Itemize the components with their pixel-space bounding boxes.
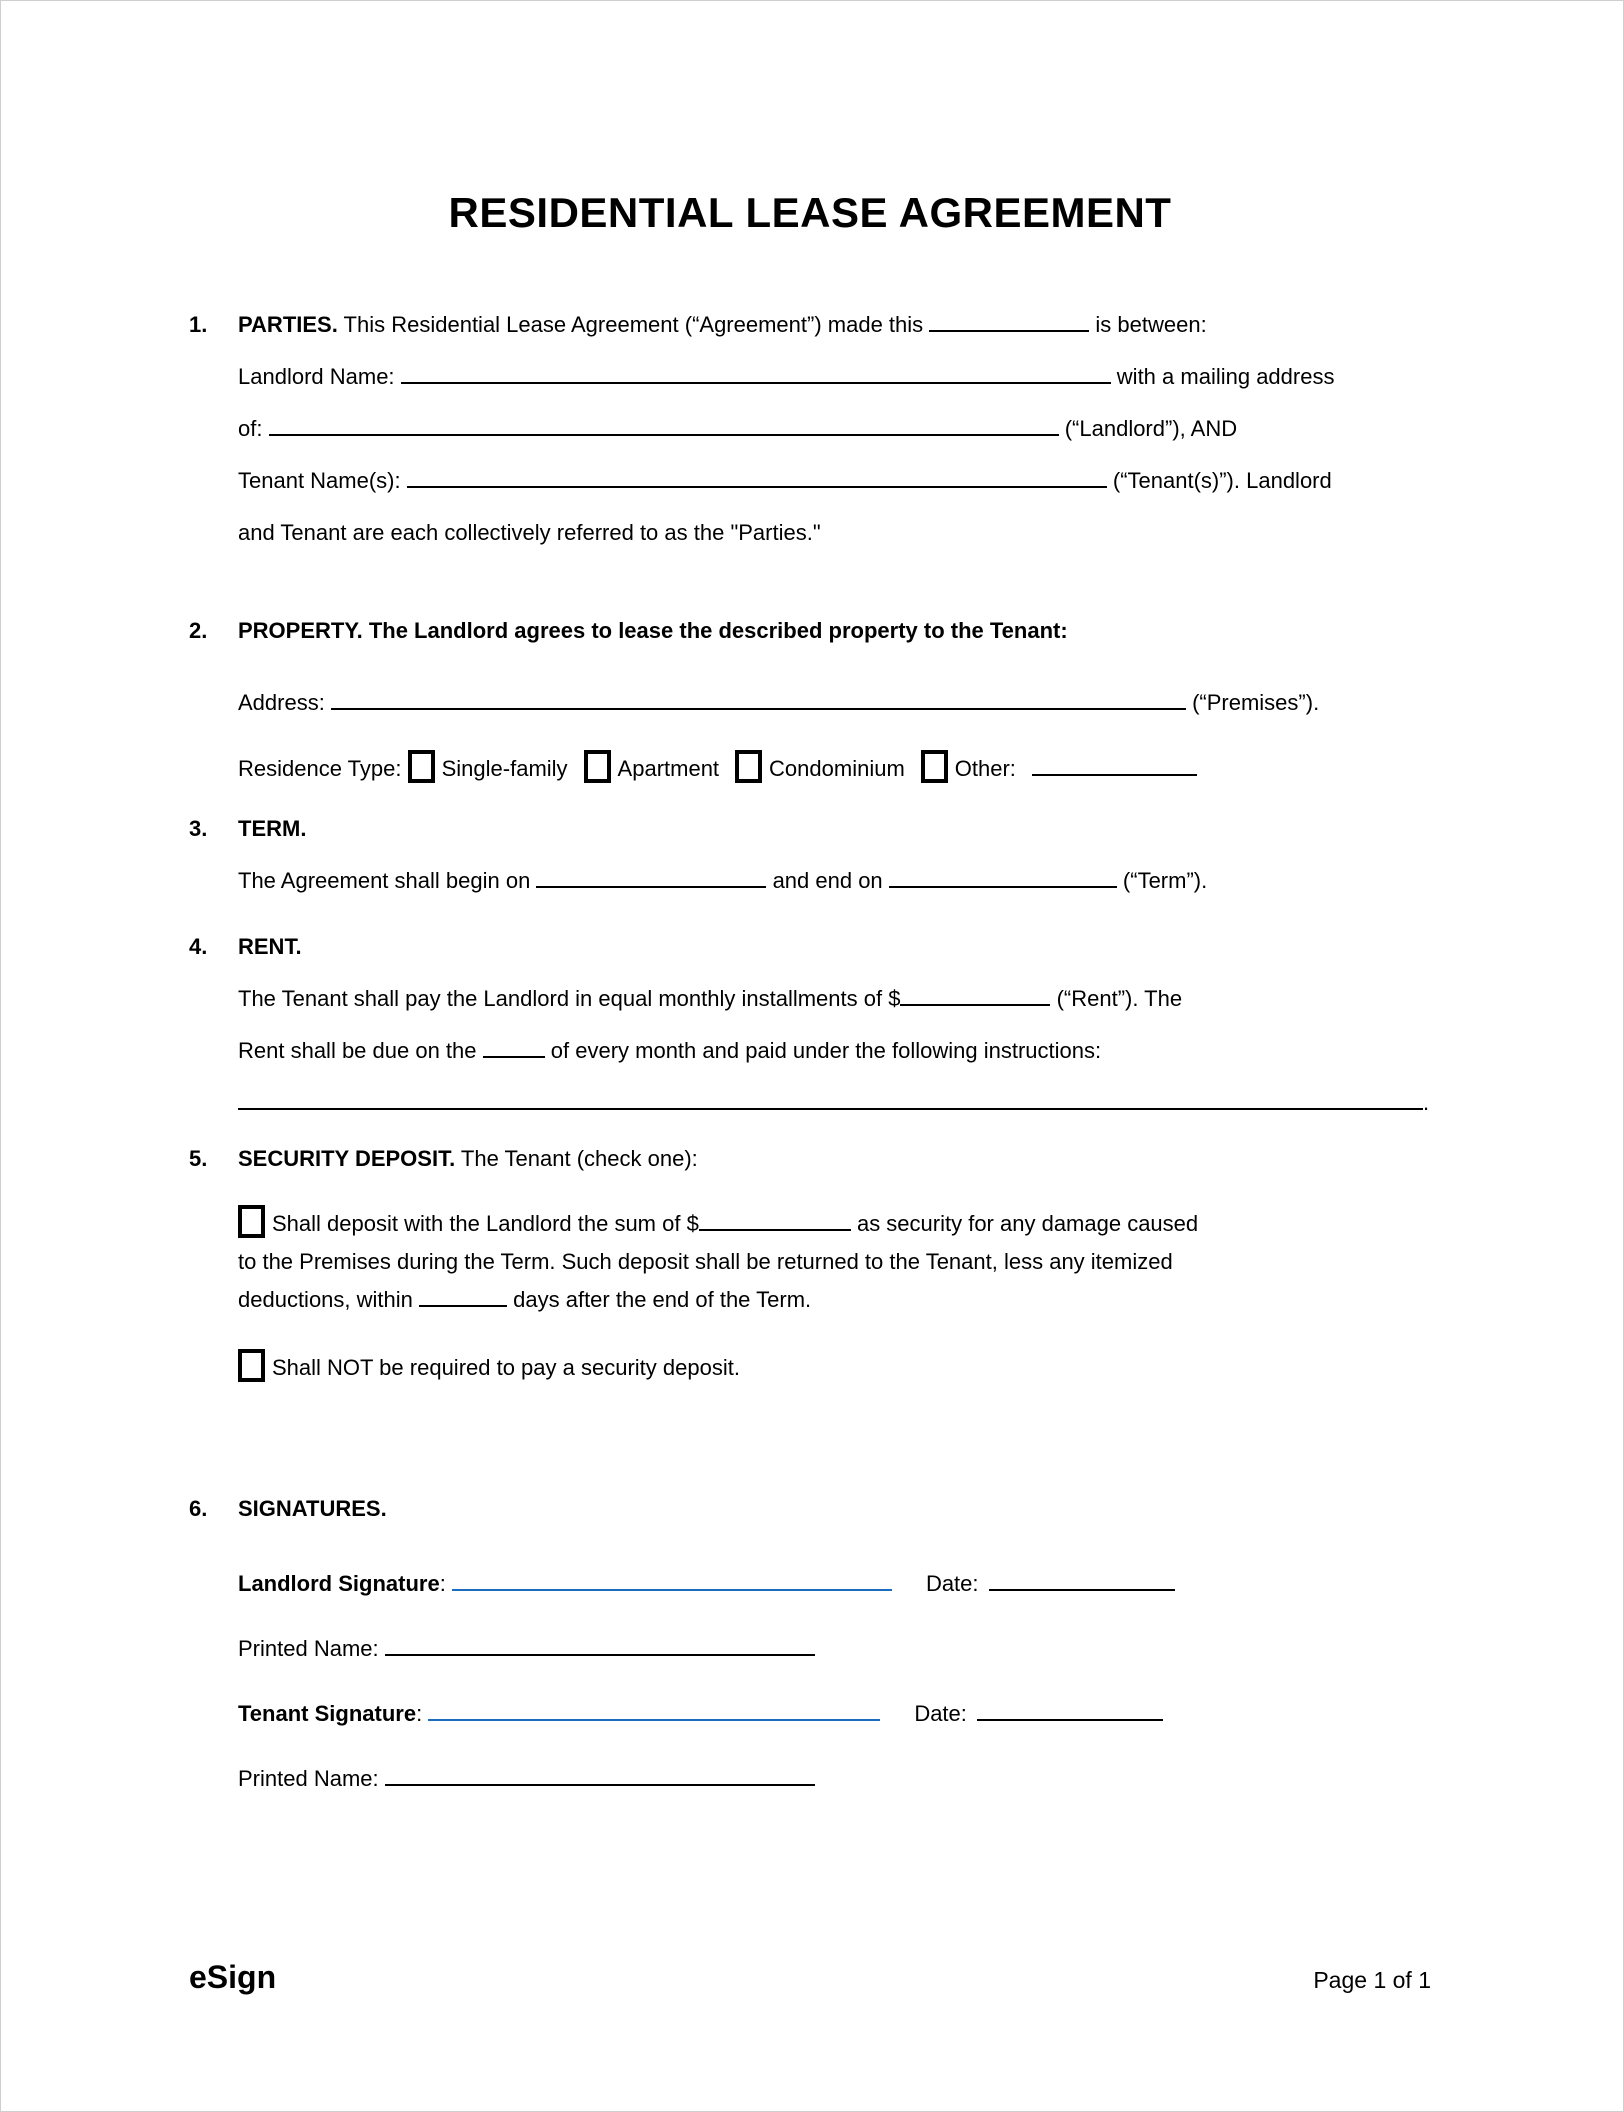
- deposit-option1-post: as security for any damage caused: [856, 1211, 1199, 1236]
- landlord-printed-name-line: [238, 1616, 1431, 1681]
- landlord-address-label: of:: [238, 416, 263, 441]
- tenant-printed-name-label: Printed Name:: [238, 1766, 379, 1791]
- rent-line1-pre: The Tenant shall pay the Landlord in equal monthly installments of $: [238, 986, 901, 1011]
- option-label-single-family: Single-family: [441, 756, 568, 781]
- deposit-option2-label: Shall NOT be required to pay a security deposit.: [272, 1355, 740, 1380]
- tenant-name-post: (“Tenant(s)”). Landlord: [1112, 468, 1332, 493]
- rent-instructions-period: .: [1423, 1090, 1430, 1115]
- deposit-days-blank: [419, 1287, 507, 1307]
- section-parties-number: 1.: [189, 312, 208, 337]
- landlord-signature-line: [238, 1551, 1431, 1616]
- residence-other-blank: [1032, 756, 1197, 776]
- section-parties: [189, 299, 1431, 559]
- option-label-condominium: Condominium: [769, 756, 905, 781]
- term-body-mid: and end on: [772, 868, 883, 893]
- tenant-signature-line: [238, 1681, 1431, 1746]
- agreement-date-blank: [929, 312, 1089, 332]
- section-term-number: 3.: [189, 816, 208, 841]
- term-end-date-blank: [889, 868, 1117, 888]
- residence-type-line: [238, 743, 1431, 795]
- property-address-label: Address:: [238, 690, 325, 715]
- section-term-heading: TERM.: [238, 816, 307, 841]
- property-intro-line: [238, 605, 1431, 657]
- deposit-option1-pre: Shall deposit with the Landlord the sum of $: [272, 1211, 699, 1236]
- section-rent-number: 4.: [189, 934, 208, 959]
- property-address-post: (“Premises”).: [1192, 690, 1320, 715]
- section-signatures-heading: SIGNATURES.: [238, 1496, 387, 1521]
- section-rent-body: [238, 921, 1431, 1129]
- section-signatures-body: [238, 1483, 1431, 1811]
- rent-due-line: [238, 1025, 1431, 1077]
- section-signatures: [189, 1483, 1431, 1811]
- rent-heading-line: [238, 921, 1431, 973]
- rent-instructions-line: [238, 1077, 1431, 1129]
- rent-line2-post: of every month and paid under the following instructions:: [550, 1038, 1102, 1063]
- term-body-line: [238, 855, 1431, 907]
- rent-amount-blank: [900, 986, 1050, 1006]
- landlord-name-line: [238, 351, 1431, 403]
- parties-intro-post: is between:: [1095, 312, 1207, 337]
- deposit-option1-line2: to the Premises during the Term. Such deposit shall be returned to the Tenant, less any itemized: [238, 1249, 1173, 1274]
- section-property-heading: PROPERTY.: [238, 618, 363, 643]
- tenant-name-blank: [407, 468, 1107, 488]
- checkbox-condominium[interactable]: [735, 750, 762, 783]
- landlord-address-post: (“Landlord”), AND: [1064, 416, 1238, 441]
- term-body-post: (“Term”).: [1122, 868, 1208, 893]
- property-address-line: [238, 677, 1431, 729]
- landlord-signature-field[interactable]: [452, 1571, 892, 1591]
- section-property: [189, 605, 1431, 795]
- deposit-days-post: days after the end of the Term.: [513, 1287, 812, 1312]
- section-term: [189, 803, 1431, 907]
- landlord-date-label: Date:: [925, 1571, 979, 1596]
- checkbox-apartment[interactable]: [584, 750, 611, 783]
- option-label-apartment: Apartment: [617, 756, 720, 781]
- term-body-pre: The Agreement shall begin on: [238, 868, 531, 893]
- parties-intro-pre: This Residential Lease Agreement (“Agreement”) made this: [343, 312, 924, 337]
- landlord-name-post: with a mailing address: [1116, 364, 1335, 389]
- section-signatures-number: 6.: [189, 1496, 208, 1521]
- rent-instructions-blank: [238, 1090, 1423, 1110]
- tenant-printed-name-line: [238, 1746, 1431, 1811]
- section-rent: [189, 921, 1431, 1129]
- section-security-number: 5.: [189, 1146, 208, 1171]
- landlord-signature-label: Landlord Signature: [238, 1571, 440, 1596]
- landlord-printed-name-label: Printed Name:: [238, 1636, 379, 1661]
- rent-line2-pre: Rent shall be due on the: [238, 1038, 477, 1063]
- rent-amount-line: [238, 973, 1431, 1025]
- property-address-blank: [331, 690, 1186, 710]
- tenant-date-label: Date:: [914, 1701, 967, 1726]
- checkbox-single-family[interactable]: [408, 750, 435, 783]
- landlord-date-blank: [989, 1571, 1175, 1591]
- page-footer: [189, 1959, 1431, 1996]
- parties-closing-line: and Tenant are each collectively referred to as the "Parties.": [238, 520, 821, 545]
- section-rent-heading: RENT.: [238, 934, 302, 959]
- landlord-printed-name-blank: [385, 1636, 815, 1656]
- rent-due-day-blank: [483, 1038, 545, 1058]
- property-intro: The Landlord agrees to lease the described property to the Tenant:: [368, 618, 1068, 643]
- section-property-number: 2.: [189, 618, 208, 643]
- landlord-address-line: [238, 403, 1431, 455]
- parties-intro-line: [238, 299, 1431, 351]
- landlord-address-blank: [269, 416, 1059, 436]
- page-number: Page 1 of 1: [1313, 1967, 1431, 1993]
- section-security-deposit: [189, 1133, 1431, 1387]
- tenant-name-line: [238, 455, 1431, 507]
- security-intro-line: [238, 1133, 1431, 1185]
- tenant-date-blank: [977, 1701, 1163, 1721]
- tenant-signature-colon: :: [416, 1701, 423, 1726]
- section-parties-body: [238, 299, 1431, 559]
- esign-logo: eSign: [189, 1959, 277, 1995]
- checkbox-other[interactable]: [921, 750, 948, 783]
- section-parties-heading: PARTIES.: [238, 312, 338, 337]
- document-content: [1, 1, 1623, 1811]
- rent-line1-post: (“Rent”). The: [1056, 986, 1183, 1011]
- section-property-body: [238, 605, 1431, 795]
- tenant-printed-name-blank: [385, 1766, 815, 1786]
- deposit-days-pre: deductions, within: [238, 1287, 413, 1312]
- section-security-body: [238, 1133, 1431, 1387]
- checkbox-deposit-required[interactable]: [238, 1205, 265, 1238]
- document-title: RESIDENTIAL LEASE AGREEMENT: [448, 189, 1172, 236]
- tenant-signature-label: Tenant Signature: [238, 1701, 417, 1726]
- option-label-other: Other:: [954, 756, 1016, 781]
- deposit-option2-line: [238, 1349, 1431, 1387]
- deposit-option1-line3: [238, 1281, 1431, 1319]
- deposit-option1-line1: [238, 1205, 1431, 1243]
- residence-type-label: Residence Type:: [238, 756, 402, 781]
- tenant-signature-field[interactable]: [428, 1701, 880, 1721]
- checkbox-no-deposit[interactable]: [238, 1349, 265, 1382]
- landlord-name-blank: [401, 364, 1111, 384]
- landlord-name-label: Landlord Name:: [238, 364, 395, 389]
- section-term-body: [238, 803, 1431, 907]
- landlord-signature-colon: :: [439, 1571, 446, 1596]
- tenant-name-label: Tenant Name(s):: [238, 468, 401, 493]
- signatures-heading-line: [238, 1483, 1431, 1535]
- security-intro: The Tenant (check one):: [460, 1146, 698, 1171]
- term-start-date-blank: [536, 868, 766, 888]
- deposit-amount-blank: [699, 1211, 851, 1231]
- section-security-heading: SECURITY DEPOSIT.: [238, 1146, 456, 1171]
- term-heading-line: [238, 803, 1431, 855]
